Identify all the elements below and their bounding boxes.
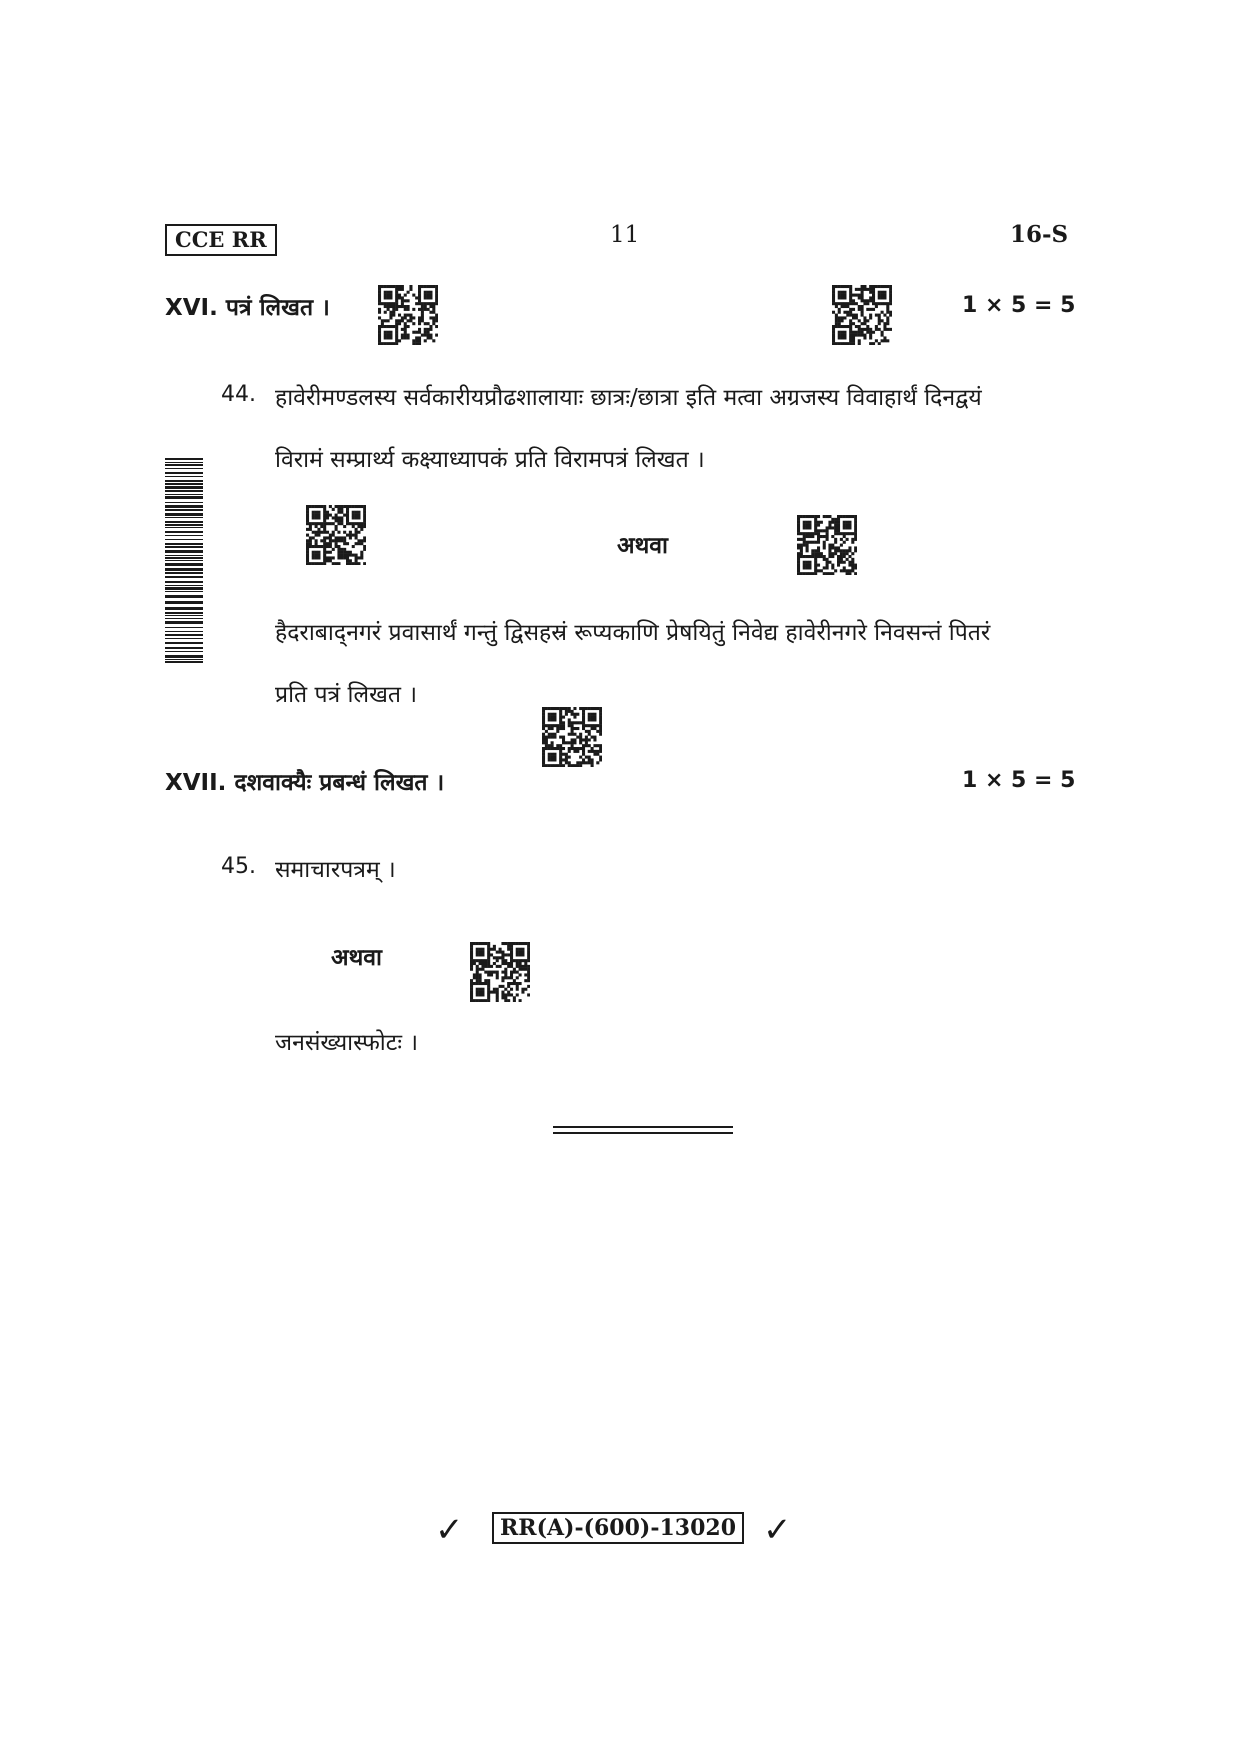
- end-rule: [553, 1132, 733, 1134]
- or-label: अथवा: [331, 945, 383, 971]
- or-label: अथवा: [617, 533, 669, 559]
- exam-tag: CCE RR: [165, 224, 277, 256]
- barcode-icon: [165, 458, 203, 663]
- end-rule: [553, 1126, 733, 1128]
- question-45-topic: समाचारपत्रम् ।: [275, 857, 396, 883]
- question-44-alt-line2: प्रति पत्रं लिखत ।: [275, 682, 418, 708]
- qr-code-icon: [832, 285, 892, 345]
- section-xvii-marks: 1 × 5 = 5: [962, 768, 1076, 793]
- section-xvii-heading: XVII. दशवाक्यैः प्रबन्धं लिखत ।: [165, 770, 445, 796]
- qr-code-icon: [306, 505, 366, 565]
- check-mark-icon: ✓: [763, 1510, 792, 1550]
- paper-code: 16-S: [1010, 221, 1069, 248]
- question-44-number: 44.: [221, 382, 256, 407]
- question-44-alt-line1: हैदराबाद्नगरं प्रवासार्थं गन्तुं द्विसहस्रं रूप्यकाणि प्रेषयितुं निवेद्य हावेरीनगरे निवसन्तं पितरं: [275, 620, 991, 646]
- check-mark-icon: ✓: [435, 1510, 464, 1550]
- question-44-line2: विरामं सम्प्रार्थ्य कक्ष्याध्यापकं प्रति विरामपत्रं लिखत ।: [275, 447, 705, 473]
- question-45-number: 45.: [221, 854, 256, 879]
- question-45-alt-topic: जनसंख्यास्फोटः ।: [275, 1030, 419, 1056]
- section-xvi-heading: XVI. पत्रं लिखत ।: [165, 295, 330, 321]
- qr-code-icon: [470, 942, 530, 1002]
- section-xvi-marks: 1 × 5 = 5: [962, 293, 1076, 318]
- question-44-line1: हावेरीमण्डलस्य सर्वकारीयप्रौढशालायाः छात्रः/छात्रा इति मत्वा अग्रजस्य विवाहार्थं दिनद्वयं: [275, 385, 982, 411]
- page-number: 11: [610, 222, 640, 248]
- qr-code-icon: [542, 707, 602, 767]
- qr-code-icon: [378, 285, 438, 345]
- footer-code: RR(A)-(600)-13020: [492, 1512, 744, 1544]
- qr-code-icon: [797, 515, 857, 575]
